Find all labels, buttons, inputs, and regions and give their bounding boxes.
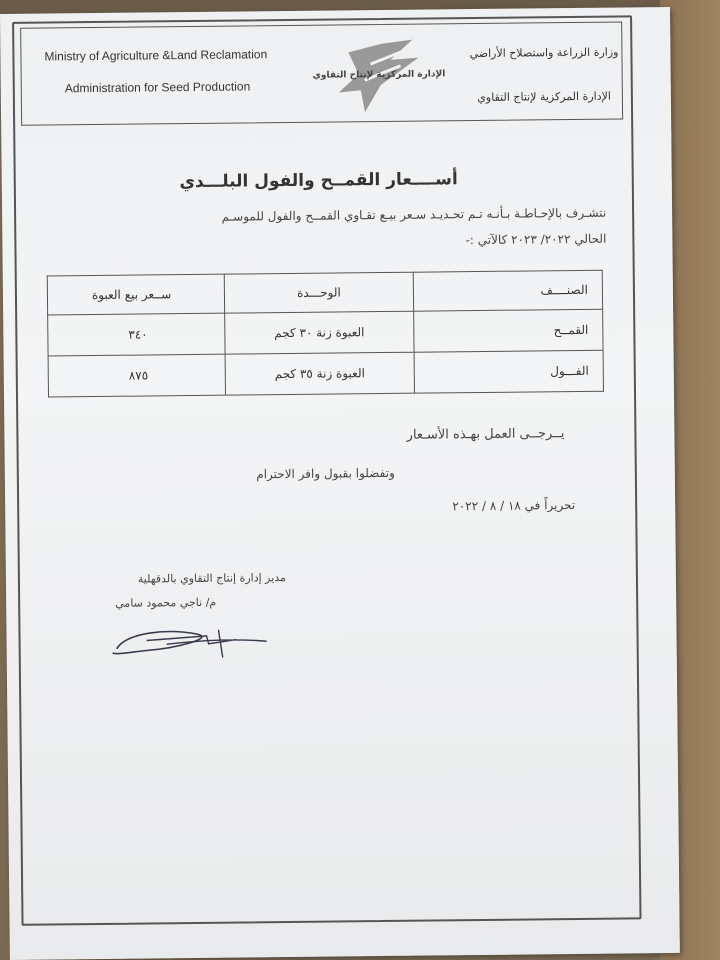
cell-price: ٨٧٥: [48, 354, 225, 397]
cell-price: ٣٤٠: [48, 313, 225, 356]
admin-name-ar: الإدارة المركزية لإنتاج التقاوي: [477, 89, 611, 105]
intro-line-2: الحالي ٢٠٢٢/ ٢٠٢٣ كالآتي :-: [465, 231, 607, 248]
signatory-name: م/ ناجي محمود سامي: [115, 595, 217, 610]
document-title: أســــعار القمــح والفول البلـــدي: [179, 169, 458, 193]
header-variety: الصنــــف: [413, 270, 602, 311]
cell-variety: الفـــول: [414, 350, 603, 393]
table-row: [48, 350, 603, 397]
table-header-row: [47, 270, 602, 315]
cell-unit: العبوة زنة ٣٥ كجم: [225, 352, 414, 395]
header-price: ســعر بيع العبوة: [47, 274, 224, 315]
document-page: [0, 7, 680, 960]
intro-line-1: نتشـرف بالإحـاطـة بـأنـه تـم تحـديـد سـعر بيـع تقـاوي القمــح والفول للموسـم: [221, 205, 607, 224]
logo-caption: الإدارة المركزية لإنتاج التقاوي: [312, 69, 446, 81]
closing-line: وتفضلوا بقبول وافر الاحترام: [256, 465, 395, 482]
cell-unit: العبوة زنة ٣٠ كجم: [225, 311, 414, 354]
signatory-title: مدير إدارة إنتاج التقاوي بالدقهلية: [137, 571, 286, 586]
header-unit: الوحـــدة: [224, 272, 413, 313]
cell-variety: القمــح: [414, 309, 603, 352]
date-line: تحريراً في ١٨ / ٨ / ٢٠٢٢: [452, 498, 576, 514]
ministry-name-en: Ministry of Agriculture &Land Reclamation: [44, 47, 268, 64]
admin-name-en: Administration for Seed Production: [64, 79, 251, 96]
ministry-name-ar: وزارة الزراعة واستصلاح الأراضي: [469, 45, 619, 61]
handwritten-signature: [106, 617, 276, 667]
request-line: يــرجــى العمل بهـذه الأسـعار: [406, 426, 565, 443]
table-row: [48, 309, 603, 356]
price-table: [47, 270, 604, 398]
